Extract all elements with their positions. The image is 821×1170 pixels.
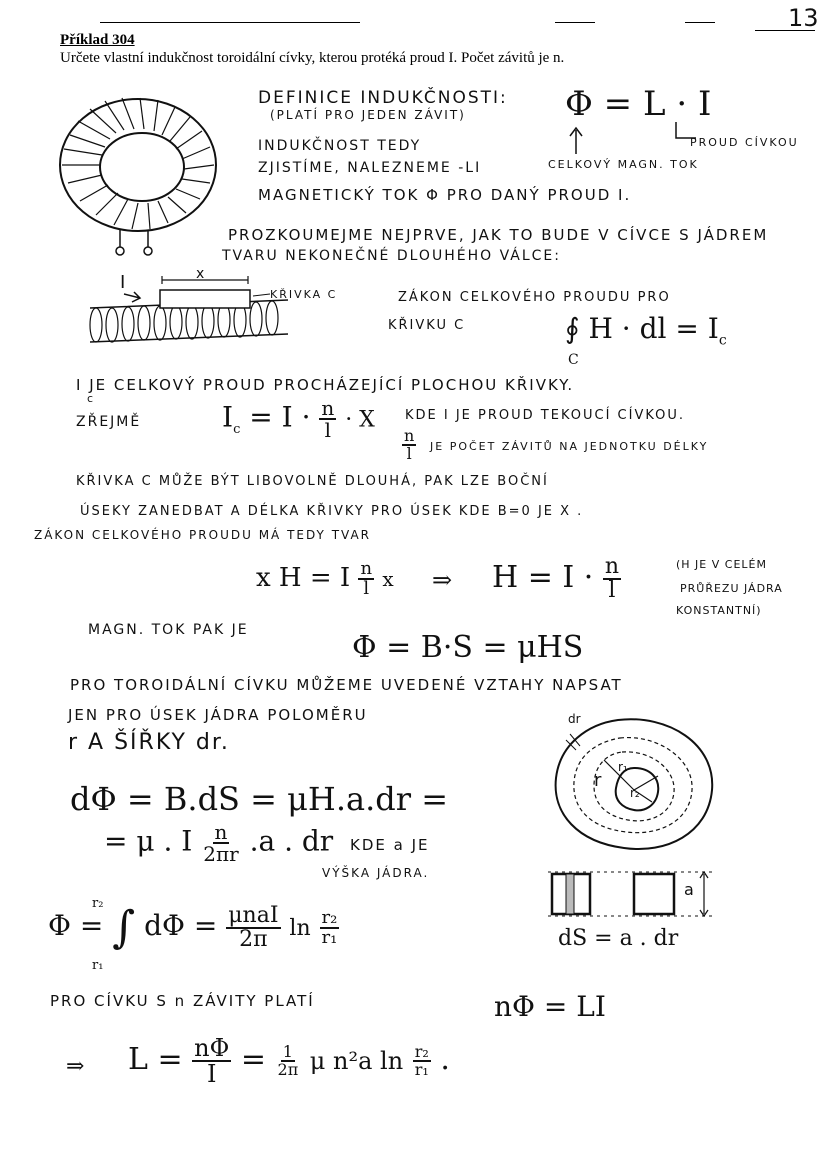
inductance-line-2: ZJISTÍME, NALEZNEME -LI [258,160,482,176]
evident-formula [222,398,375,440]
diagram-ds: dS = a . dr [558,926,679,951]
diagram-label-r2: r₂ [630,786,640,800]
evident-mid: = I · [249,400,311,434]
implies-arrow: ⇒ [432,566,453,594]
page-number: 13 [788,4,819,32]
final-arrow: ⇒ [66,1054,85,1079]
eq1-right-fraction [603,556,621,602]
final-den-1: I [206,1060,217,1088]
definition-formula: Φ = L · I [565,84,712,124]
phi-int-upper: r₂ [92,896,104,911]
phi-int-den: 2π [239,926,268,952]
evident-x: · X [345,407,375,433]
eq1-fraction [358,560,374,598]
eq1-num: n [360,558,373,579]
final-formula [128,1036,450,1086]
final-fraction-1 [192,1036,231,1086]
label-curve-c: KŘIVKA C [270,288,338,301]
phi-int-rden: r₁ [321,926,338,948]
dphi-num: n [214,820,228,844]
final-fraction-2 [276,1044,301,1078]
diagram-label-r1: r₁ [618,760,628,774]
diagram-label-dr: dr [568,712,581,726]
label-current-I: I [120,272,128,293]
header-rule [555,22,595,23]
dphi-line-2b: .a . dr [249,824,334,858]
eq1-left: x H = I [256,563,351,593]
where-num: n [404,426,415,445]
arrow-icon [670,120,700,144]
inductance-line-3: MAGNETICKÝ TOK Φ PRO DANÝ PROUD I. [258,186,632,204]
equation-1-right [492,556,621,602]
annotation-coil-current: PROUD CÍVKOU [690,136,799,149]
flux-line: MAGN. TOK PAK JE [88,622,249,638]
toroid-line-3: r A ŠÍŘKY dr. [68,730,230,755]
law-formula [565,312,727,349]
phi-int-fraction [226,902,280,952]
curve-line-1: KŘIVKA C MŮŽE BÝT LIBOVOLNĚ DLOUHÁ, PAK LZE BOČNÍ [76,474,549,489]
dphi-den: 2πr [203,842,239,866]
dphi-line-2a: = μ . I [104,824,193,858]
toroid-cross-section-diagram [548,714,718,854]
final-dot: . [440,1042,450,1077]
law-formula-text: ∮ H · dl = I [565,312,719,345]
final-L: L = [128,1042,183,1077]
where-frac [402,428,416,462]
phi-int-lower: r₁ [92,958,104,973]
arrow-icon [566,126,586,156]
diagram-label-r: r [594,770,602,791]
toroid-line-1: PRO TOROIDÁLNÍ CÍVKU MŮŽEME UVEDENÉ VZTAHY NAPSAT [70,676,623,694]
note-h-line-2: PRŮŘEZU JÁDRA [680,582,783,595]
ic-definition-text: I JE CELKOVÝ PROUD PROCHÁZEJÍCÍ PLOCHOU KŘIVKY. [76,376,575,394]
final-den-2: 2π [277,1060,299,1079]
eq1-right: H = I · [492,560,594,595]
ic-subscript: c [87,392,94,405]
equation-1 [256,560,394,598]
core-section-drawing [548,868,718,932]
eq1-rden: l [608,578,616,603]
definition-line-1: DEFINICE INDUKČNOSTI: [258,88,508,108]
toroid-coil-drawing [50,85,250,265]
header-rule [685,22,715,23]
law-formula-sub: c [718,332,727,349]
eq1-den: l [363,578,370,599]
evident-den: l [324,418,332,442]
final-rden: r₁ [414,1060,429,1079]
n-turns-formula: nΦ = LI [494,990,606,1023]
evident-label: ZŘEJMĚ [76,414,142,430]
dphi-line-1: dΦ = B.dS = μH.a.dr = [70,780,449,818]
investigate-line-1: PROZKOUMEJME NEJPRVE, JAK TO BUDE V CÍVCE S JÁDREM [228,226,769,244]
evident-I: I [222,400,234,434]
eq1-rnum: n [604,554,620,579]
final-num-1: nΦ [194,1034,230,1062]
law-line-2: KŘIVKU C [388,318,466,333]
evident-num: n [321,396,335,420]
final-r-fraction [413,1044,431,1078]
definition-line-2: (PLATÍ PRO JEDEN ZÁVIT) [270,108,466,122]
form-line: ZÁKON CELKOVÉHO PROUDU MÁ TEDY TVAR [34,528,372,542]
label-length-x: x [196,266,207,282]
dphi-where-2: VÝŠKA JÁDRA. [322,866,430,880]
diagram-label-a: a [684,880,694,899]
n-turns-line: PRO CÍVKU S n ZÁVITY PLATÍ [50,992,315,1010]
phi-int-num: μnaI [228,902,279,928]
investigate-line-2: TVARU NEKONEČNÉ DLOUHÉHO VÁLCE: [222,248,561,264]
integral-sign: ∫ [112,902,136,953]
phi-int-ln: ln [289,916,311,941]
curve-line-2: ÚSEKY ZANEDBAT A DÉLKA KŘIVKY PRO ÚSEK KDE B=0 JE X . [80,504,584,519]
ic-definition [76,376,574,394]
phi-int-rnum: r₂ [321,906,338,928]
dphi-fraction [201,822,240,864]
where-line-2: JE POČET ZÁVITŮ NA JEDNOTKU DÉLKY [430,440,709,453]
note-h-line-3: KONSTANTNÍ) [676,604,762,617]
annotation-total-flux: CELKOVÝ MAGN. TOK [548,158,699,171]
final-body: μ n²a ln [309,1047,404,1075]
flux-formula: Φ = B·S = μHS [352,630,584,665]
law-integral-sub: C [568,352,579,368]
inductance-line-1: INDUKČNOST TEDY [258,138,422,154]
where-den: l [406,444,412,463]
phi-int-r-fraction [320,906,340,948]
task-text: Určete vlastní indukčnost toroidální cívky, kterou protéká proud I. Počet závitů je n. [60,50,565,66]
note-h-line-1: (H JE V CELÉM [676,558,767,571]
evident-sub: c [233,422,241,438]
dphi-line-2 [104,822,333,864]
final-rnum: r₂ [414,1042,429,1061]
where-fraction [402,428,416,462]
evident-fraction [319,398,336,440]
law-line-1: ZÁKON CELKOVÉHO PROUDU PRO [398,290,671,305]
where-line-1: KDE I JE PROUD TEKOUCÍ CÍVKOU. [405,408,686,423]
example-title: Příklad 304 [60,32,135,48]
toroid-line-2: JEN PRO ÚSEK JÁDRA POLOMĚRU [68,706,368,724]
final-eq: = [240,1042,266,1077]
header-rule [100,22,360,23]
phi-int-body: dΦ = [144,909,218,942]
phi-int-left: Φ = [48,909,104,942]
final-num-2: 1 [282,1042,293,1061]
dphi-where: KDE a JE [350,836,430,854]
eq1-x: x [382,567,394,591]
